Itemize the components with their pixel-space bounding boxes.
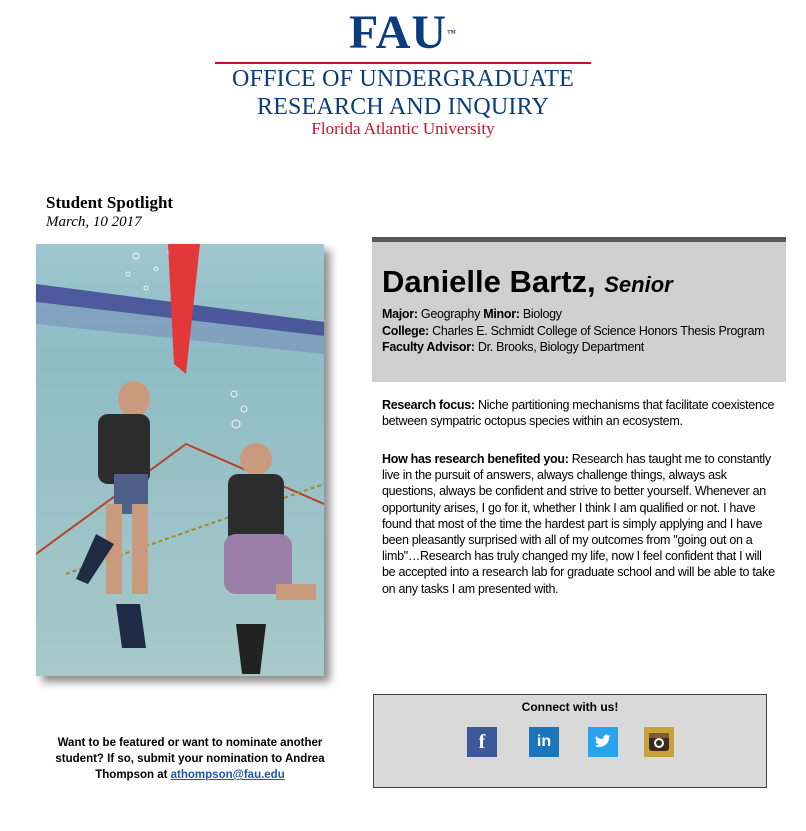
twitter-bird-glyph [588,727,618,757]
student-photo [36,244,324,676]
student-name: Danielle Bartz, [382,264,596,299]
twitter-icon[interactable] [588,727,618,757]
nomination-email-link[interactable]: athompson@fau.edu [170,769,285,781]
research-focus-label: Research focus: [382,398,475,412]
connect-title: Connect with us! [521,700,619,714]
research-focus-text: Niche partitioning mechanisms that facilitate coexistence between sympatric octopus species within an ecosystem. [382,398,775,428]
logo-divider [215,62,591,64]
trademark-symbol: ™ [447,28,458,38]
research-focus [382,397,782,429]
college-value: Charles E. Schmidt College of Science Honors Thesis Program [432,324,765,338]
minor-label: Minor: [483,307,520,321]
research-benefit [382,451,778,597]
university-name: Florida Atlantic University [311,119,495,138]
office-name-line1: OFFICE OF UNDERGRADUATE [232,66,574,92]
advisor-value: Dr. Brooks, Biology Department [477,340,644,354]
student-info-panel [372,237,786,382]
college-label: College: [382,324,429,338]
instagram-camera-glyph [644,727,674,757]
advisor-row [382,340,644,354]
research-benefit-label: How has research benefited you: [382,452,569,466]
major-value: Geography [420,307,481,321]
fau-ouri-logo [0,8,806,138]
major-label: Major: [382,307,418,321]
instagram-icon[interactable] [644,727,674,757]
linkedin-icon[interactable]: in [529,727,559,757]
student-year: Senior [604,272,673,297]
college-row [382,324,764,338]
research-benefit-text: Research has taught me to constantly live in the pursuit of answers, always challenge things, always ask questions, always be confident and strive to better yourself. Whenever an opportunity arises, I go for it, whether I think I am qualified or not. I have found that most of the time the hardest part is simply applying and I have been pleasantly surprised with all of my outcomes from "going out on a limb"…Research has truly changed my life, now I feel confident that I will be accepted into a research lab for graduate school and will be able to take on any tasks I am presented with. [382,452,775,596]
underwater-photo-illustration [36,244,324,676]
fau-logo-mark [0,8,806,58]
nomination-note [50,735,330,783]
spotlight-title: Student Spotlight [46,193,174,212]
office-name-line2: RESEARCH AND INQUIRY [256,94,550,120]
student-name-line [382,264,673,300]
facebook-icon[interactable]: f [467,727,497,757]
connect-box [373,694,767,788]
advisor-label: Faculty Advisor: [382,340,475,354]
minor-value: Biology [522,307,562,321]
nomination-text: Want to be featured or want to nominate another student? If so, submit your nomination to Andrea Thompson at [55,737,325,781]
fau-logo-text: FAU [348,6,448,59]
spotlight-date: March, 10 2017 [46,214,142,230]
major-minor-row [382,307,562,321]
